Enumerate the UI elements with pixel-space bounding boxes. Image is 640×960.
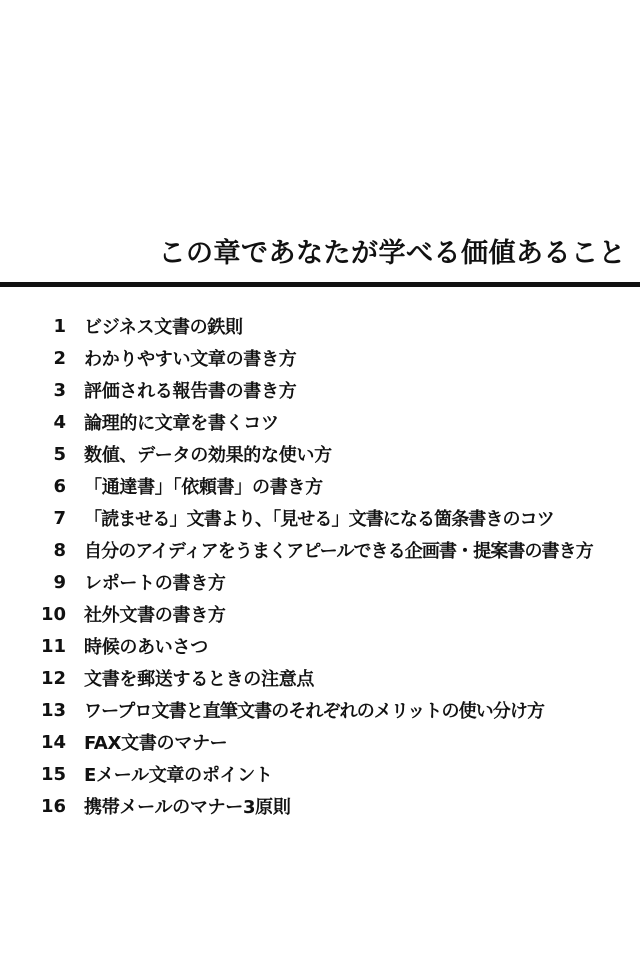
list-item [0,438,640,470]
item-title: Eメール文章のポイント [84,765,273,786]
list-item [0,790,640,822]
item-title: 論理的に文章を書くコツ [84,413,279,434]
item-title: FAX文書のマナー [84,733,228,754]
item-title: ワープロ文書と直筆文書のそれぞれのメリットの使い分け方 [84,701,545,722]
item-title: 時候のあいさつ [84,637,208,658]
item-number: 5 [53,443,66,465]
item-number: 15 [40,763,66,785]
list-item [0,758,640,790]
list-item [0,374,640,406]
learning-points-list [0,310,640,822]
list-item [0,534,640,566]
list-item [0,502,640,534]
item-number: 14 [40,731,66,753]
item-title: レポートの書き方 [84,573,226,594]
chapter-heading: この章であなたが学べる価値あること [158,238,626,269]
item-title: 「通達書」「依頼書」の書き方 [84,477,323,498]
item-title: 数値、データの効果的な使い方 [84,445,332,466]
item-number: 6 [53,475,66,497]
item-number: 13 [40,699,66,721]
item-number: 12 [40,667,66,689]
item-number: 9 [53,571,66,593]
item-title: 評価される報告書の書き方 [84,381,297,402]
item-title: 文書を郵送するときの注意点 [84,669,315,690]
list-item [0,598,640,630]
item-title: 携帯メールのマナー3原則 [84,797,291,818]
list-item [0,310,640,342]
item-number: 10 [40,603,66,625]
list-item [0,726,640,758]
item-title: ビジネス文書の鉄則 [84,317,243,338]
item-title: 自分のアイディアをうまくアピールできる企画書・提案書の書き方 [84,541,593,562]
item-number: 11 [40,635,66,657]
item-number: 3 [53,379,66,401]
item-number: 2 [53,347,66,369]
heading-divider [0,282,640,287]
item-title: わかりやすい文章の書き方 [84,349,297,370]
item-number: 7 [53,507,66,529]
list-item [0,566,640,598]
list-item [0,662,640,694]
item-title: 社外文書の書き方 [84,605,226,626]
item-title: 「読ませる」文書より、「見せる」文書になる箇条書きのコツ [84,509,554,530]
item-number: 1 [53,315,66,337]
list-item [0,630,640,662]
list-item [0,470,640,502]
list-item [0,406,640,438]
list-item [0,694,640,726]
item-number: 4 [53,411,66,433]
item-number: 16 [40,795,66,817]
list-item [0,342,640,374]
item-number: 8 [53,539,66,561]
